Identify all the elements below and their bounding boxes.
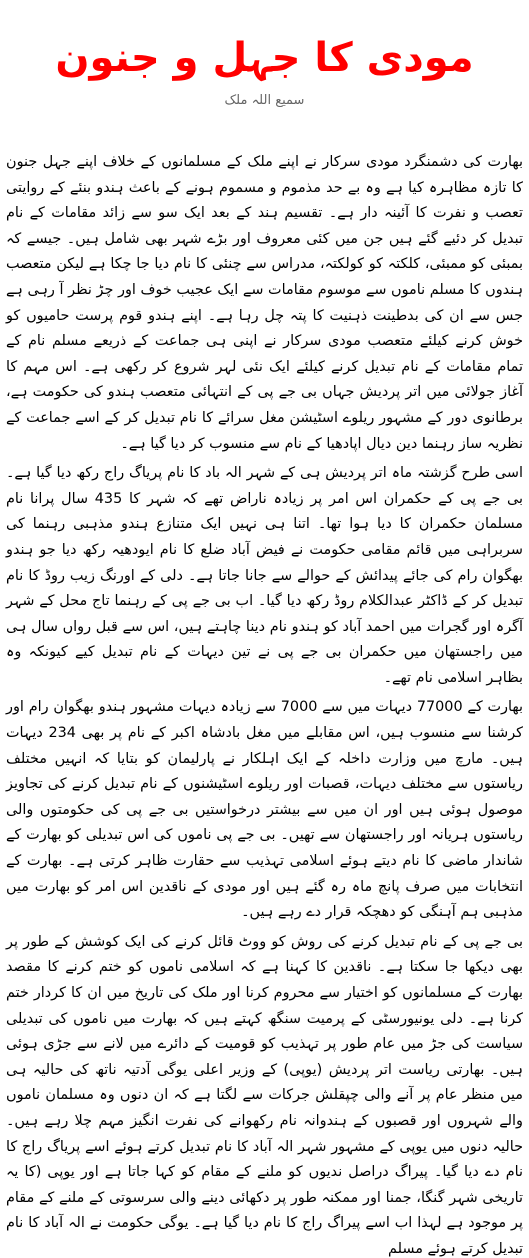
article-paragraph: بھارت کے 77000 دیہات میں سے 7000 سے زیادہ دیہات مشہور ہندو بھگوان رام اور کرشنا سے منسوب ہیں، اس مقابلے میں مغل بادشاہ اکبر کے نام پر بھی 234 دیہات ہیں۔ مارچ میں وزارت داخلہ کے ایک اہلکار نے پارلیمان کو بتایا کہ انہیں مختلف ریاستوں سے مختلف دیہات، قصبات اور ریلوے اسٹیشنوں کے نام تبدیل کرنے کی تجاویز موصول ہوئی ہیں اور ان میں سے بیشتر درخواستیں بی جے پی کی حکومتوں والی ریاستوں ہریانہ اور راجستھان سے تھیں۔ بی جے پی ناموں کی اس تبدیلی کو بھارت کے شاندار ماضی کا نام دیتے ہوئے اسلامی تہذیب سے حقارت ظاہر کرتی ہے۔ بھارت کے انتخابات میں صرف پانچ ماہ رہ گئے ہیں اور مودی کے ناقدین اس امر کو بھارت میں مذہبی ہم آہنگی کو دھچکہ قرار دے رہے ہیں۔ xyxy=(6,699,523,921)
article-paragraph: بی جے پی کے نام تبدیل کرنے کی روش کو ووٹ قائل کرنے کی ایک کوشش کے طور پر بھی دیکھا جا سکتا ہے۔ ناقدین کا کہنا ہے کہ اسلامی ناموں کو ختم کرنے کا مقصد بھارت کے مسلمانوں کو اختیار سے محروم کرنا اور ملک کی تاریخ میں ان کا کردار ختم کرنا ہے۔ دلی یونیورسٹی کے پرمیت سنگھ کہتے ہیں کہ بھارت میں ناموں کی تبدیلی سیاست کی جڑ میں عام طور پر تہذیب کو قومیت کے دائرے میں لانے سے جڑی ہوئی ہیں۔ بھارتی ریاست اتر پردیش (یوپی) کے وزیر اعلی یوگی آدتیہ ناتھ کی حالیہ ہی میں منظر عام پر آنے والی چپقلش جرکات سے لگتا ہے کہ ان دنوں وہ مسلمان ناموں والے شہروں اور قصبوں کے ہندوانہ نام رکھوانے کی نفرت انگیز مہم چلا رہے ہیں۔ حالیہ دنوں میں یوپی کے مشہور شہر الہ آباد کا نام تبدیل کرتے ہوئے اسے پریاگ راج کا نام دے دیا گیا۔ پیراگ دراصل ندیوں کو ملنے کے مقام کو کہا جاتا ہے اور یوپی (کا یہ تاریخی شہر گنگا، جمنا اور ممکنہ طور پر دکھائی دینے والی سرسوتی کے ملنے کے مقام پر موجود ہے لہذا اب اسے پیراگ راج کا نام دیا گیا ہے۔ یوگی حکومت نے الہ آباد کا نام تبدیل کرتے ہوئے مسلم xyxy=(6,933,523,1257)
article-body xyxy=(6,150,523,1258)
article-paragraph: اسی طرح گزشتہ ماہ اتر پردیش ہی کے شہر الہ باد کا نام پریاگ راج رکھ دیا گیا ہے۔ بی جے پی کے حکمران اس امر پر زیادہ ناراض تھے کہ شہر کا 435 سال پرانا نام مسلمان حکمران کا دیا ہوا تھا۔ اتنا ہی نہیں ایک متنازع ہندو مذہبی رہنما کی سربراہی میں قائم مقامی حکومت نے فیض آباد ضلع کا نام ایودھیہ رکھ دیا جو ہندو بھگوان رام کی جائے پیدائش کے حوالے سے جانا جاتا ہے۔ دلی کے اورنگ زیب روڈ کا نام تبدیل کر کے ڈاکٹر عبدالکلام روڈ رکھ دیا گیا۔ اب بی جے پی کے رہنما تاج محل کے شہر آگرہ اور گجرات میں احمد آباد کو ہندو نام دینا چاہتے ہیں، اس سے قبل رواں سال ہی میں راجستھان میں حکمران بی جے پی نے تین دیہات کے نام تبدیل کیے کیونکہ وہ بظاہر اسلامی نام تھے۔ xyxy=(6,465,523,686)
article-title: مودی کا جہل و جنون xyxy=(55,35,474,81)
article-paragraph: بھارت کی دشمنگرد مودی سرکار نے اپنے ملک کے مسلمانوں کے خلاف اپنے جہل جنون کا تازہ مظاہرہ کیا ہے وہ بے حد مذموم و مسموم ہونے کے باعث ہندو بنئے کے روایتی تعصب و نفرت کا آئینہ دار ہے۔ تقسیم ہند کے بعد ایک سو سے زائد مقامات کے نام تبدیل کر دئیے گئے ہیں جن میں کئی معروف اور بڑے شہر بھی شامل ہیں۔ جیسے کہ بمبئی کو ممبئی، کلکتہ کو کولکتہ، مدراس سے چنئی کا نام دیا جا چکا ہے لیکن متعصب ہندوں کا مسلم ناموں سے موسوم مقامات سے ایک عجیب خوف اور چڑ نظر آ رہی ہے جس سے ان کی بدطینت ذہنیت کا پتہ چل رہا ہے۔ اپنے ہندو قوم پرست حامیوں کو خوش کرنے کیلئے متعصب مودی سرکار نے اپنی ہی جماعت کے ذریعے مسلم نام کے تمام مقامات کے نام تبدیل کرنے کیلئے ایک نئی لہر شروع کر رکھی ہے۔ اس مہم کا آغاز جولائی میں اتر پردیش جہاں بی جے پی کے انتہائی متعصب ہندو کی حکومت ہے، برطانوی دور کے مشہور ریلوے اسٹیشن مغل سرائے کا نام تبدیل کر کے اسے جماعت کے نظریہ ساز رہنما دین دیال اپادھیا کے نام سے منسوب کر دیا گیا ہے۔ xyxy=(6,154,523,452)
article-author: سمیع اللہ ملک xyxy=(224,93,305,108)
